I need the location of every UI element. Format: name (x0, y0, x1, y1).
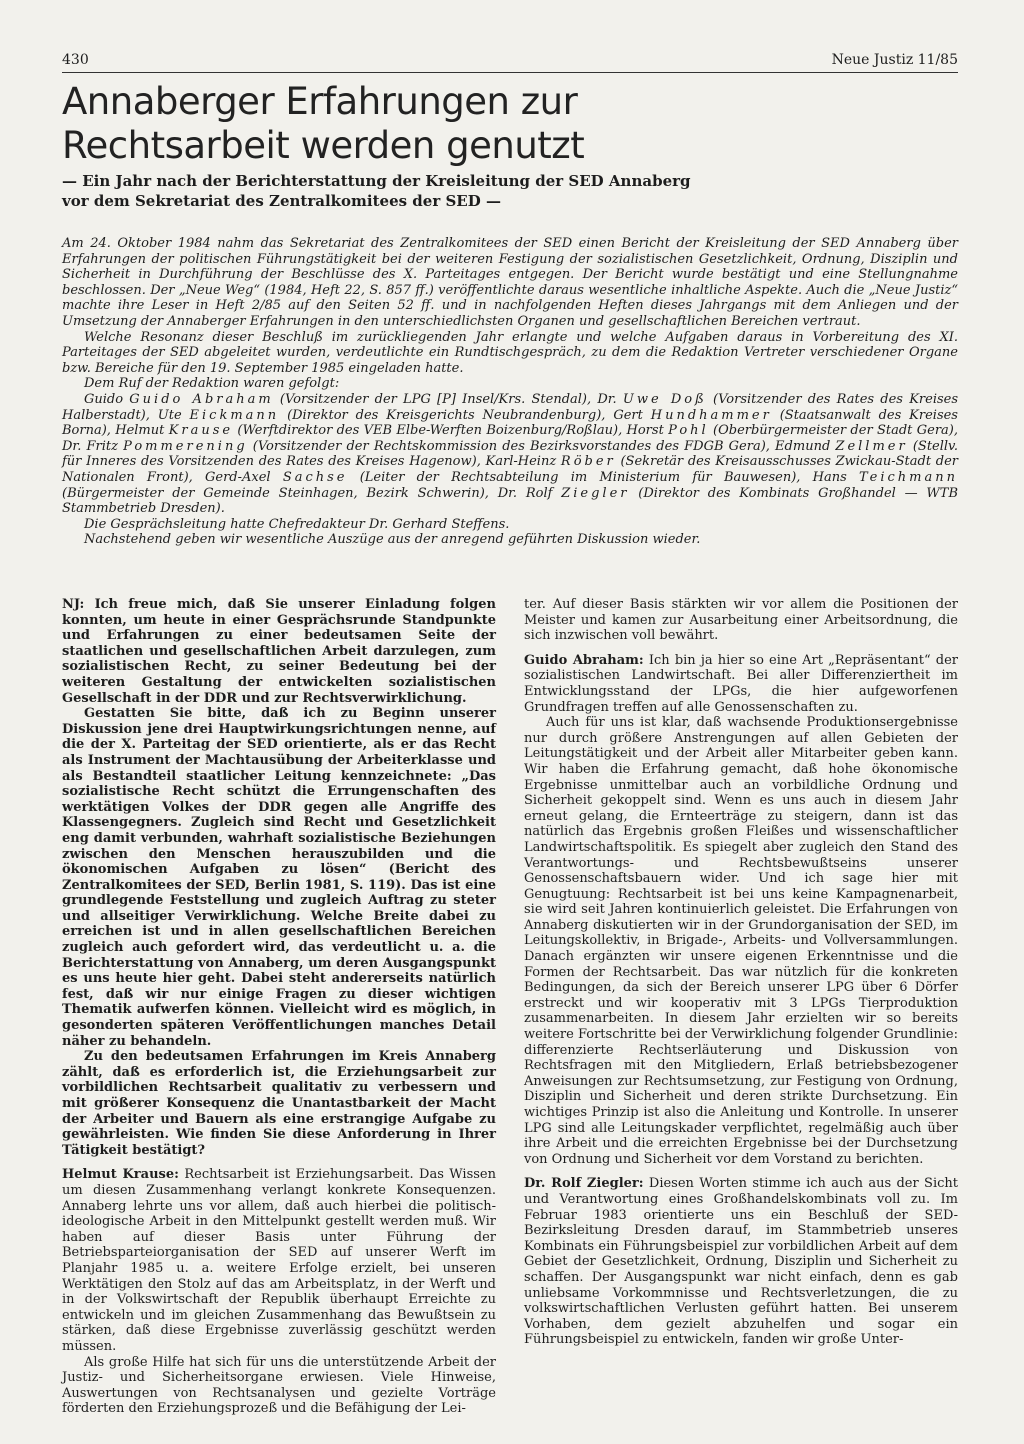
article-intro (62, 236, 958, 548)
intro-paragraph-1: Am 24. Oktober 1984 nahm das Sekretariat des Zentralkomitees der SED einen Bericht der Kreisleitung der SED Annaberg über Erfahrungen der politischen Führungstätigkeit bei der weiteren Festigung der sozialistischen Gesetzlichkeit, Ordnung, Disziplin und Sicherheit in Durchführung der Beschlüsse des X. Parteitages entgegen. Der Bericht wurde bestätigt und eine Stellungnahme beschlossen. Der „Neue Weg“ (1984, Heft 22, S. 857 ff.) veröffentlichte daraus wesentliche inhaltliche Aspekte. Auch die „Neue Justiz“ machte ihre Leser in Heft 2/85 auf den Seiten 52 ff. und in nachfolgenden Heften dieses Jahrgangs mit dem Anliegen und der Umsetzung der Annaberger Erfahrungen in den unterschiedlichsten Organen und gesellschaftlichen Bereichen vertraut. (62, 236, 958, 329)
column-right (524, 597, 958, 1348)
participant-name: Teichmann (859, 469, 958, 485)
journal-issue: Neue Justiz 11/85 (831, 52, 958, 68)
participant-role: (Direktor des Kreisgerichts Neubrandenburg), Gert (279, 407, 651, 423)
intro-paragraph-4: Die Gesprächsleitung hatte Chefredakteur Dr. Gerhard Steffens. (84, 516, 510, 532)
participant-role: (Staatsanwalt des Kreises Borna), Helmut (62, 407, 958, 439)
speaker-nj: NJ: (62, 597, 85, 612)
participant-role: (Vorsitzender der Rechtskommission des Bezirksvorstandes des FDGB Gera), Edmund (247, 438, 836, 454)
krause-paragraph-1: Helmut Krause: Rechtsarbeit ist Erziehungsarbeit. Das Wissen um diesen Zusammenhang verlangt konkrete Konsequenzen. Annaberg lehrte uns vor allem, daß auch hierbei die politisch-ideologische Arbeit in den Mittelpunkt gestellt werden muß. Wir haben auf dieser Basis unter Führung der Betriebsparteiorganisation der SED auf unserer Werft im Planjahr 1985 u. a. weitere Erfolge erzielt, bei unseren Werktätigen den Stolz auf das am Arbeitsplatz, in der Werft und in der Volkswirtschaft der Republik überhaupt Erreichte zu entwickeln und im gleichen Zusammenhang das Bewußtsein zu stärken, daß diese Ergebnisse zuverlässig geschützt werden müssen. (62, 1167, 496, 1354)
participant-name: Eickmann (189, 407, 280, 423)
participant-role: (Sekretär des Kreisausschusses Zwickau-Stadt der Nationalen Front), Gerd-Axel (62, 454, 958, 485)
participant-name: Hundhammer (650, 407, 772, 423)
participant-role: (Vorsitzender der LPG [P] Insel/Krs. Stendal), Dr. (273, 391, 623, 407)
krause-paragraph-2: Als große Hilfe hat sich für uns die unterstützende Arbeit der Justiz- und Sicherheitsorgane erwiesen. Viele Hinweise, Auswertungen von Rechtsanalysen und gezielte Vorträge förderten den Erziehungsprozeß und die Befähigung der Lei- (62, 1354, 496, 1417)
participant-name: Guido Abraham (129, 391, 274, 407)
participant-role: (Stellv. für Inneres des Vorsitzenden des Rates des Kreises Hagenow), Karl-Heinz (62, 438, 958, 470)
participant-name: Uwe Doß (622, 391, 707, 407)
speaker-krause: Helmut Krause: (62, 1167, 179, 1183)
column-left (62, 597, 496, 1417)
participants-lead: Guido (84, 391, 130, 407)
participant-name: Sachse (282, 469, 348, 485)
participant-role: (Vorsitzender des Rates des Kreises Halberstadt), Ute (62, 391, 959, 423)
participant-name: Krause (168, 423, 234, 439)
intro-paragraph-5: Nachstehend geben wir wesentliche Auszüge aus der anregend geführten Diskussion wieder. (84, 532, 701, 548)
participant-name: Ziegler (561, 485, 630, 501)
speaker-ziegler: Dr. Rolf Ziegler: (524, 1176, 644, 1192)
participant-role: (Direktor des Kombinats Großhandel — WTB Stammbetrieb Dresden). (62, 485, 959, 517)
article-title: Annaberger Erfahrungen zur Rechtsarbeit werden genutzt (62, 80, 585, 167)
participant-name: Pommerening (123, 438, 248, 454)
intro-paragraph-2: Welche Resonanz dieser Beschluß im zurückliegenden Jahr erlangte und welche Aufgaben daraus in Vorbereitung des XI. Parteitages der SED abgeleitet wurden, verdeutlichte ein Rundtischgespräch, zu dem die Redaktion Vertreter verschiedener Organe bzw. Bereiche für den 19. September 1985 eingeladen hatte. (62, 329, 958, 376)
abraham-paragraph-1: Guido Abraham: Ich bin ja hier so eine Art „Repräsentant“ der sozialistischen Landwirtschaft. Bei aller Differenziertheit im Entwicklungsstand der LPGs, die hier aufgeworfenen Grundfragen treffen auf alle Genossenschaften zu. (524, 652, 958, 715)
participant-role: (Oberbürgermeister der Stadt Gera), Dr. Fritz (62, 423, 958, 454)
krause-continuation: ter. Auf dieser Basis stärkten wir vor allem die Positionen der Meister und kamen zur Ausarbeitung einer Arbeitsordnung, die sich inzwischen voll bewährt. (524, 597, 958, 644)
participant-name: Zellmer (835, 438, 908, 454)
page-header (62, 50, 958, 73)
participant-name: Pohl (668, 423, 709, 439)
nj-paragraph-3: Zu den bedeutsamen Erfahrungen im Kreis Annaberg zählt, daß es erforderlich ist, die Erziehungsarbeit zur vorbildlichen Rechtsarbeit qualitativ zu verbessern und mit größerer Konsequenz die Unantastbarkeit der Macht der Arbeiter und Bauern als eine erstrangige Aufgabe zu gewährleisten. Wie finden Sie diese Anforderung in Ihrer Tätigkeit bestätigt? (62, 1049, 496, 1158)
participant-role: (Bürgermeister der Gemeinde Steinhagen, Bezirk Schwerin), Dr. Rolf (62, 485, 562, 501)
participant-role: (Werftdirektor des VEB Elbe-Werften Boizenburg/Roßlau), Horst (233, 423, 669, 439)
intro-paragraph-3: Dem Ruf der Redaktion waren gefolgt: (84, 376, 340, 392)
nj-paragraph-1: NJ: Ich freue mich, daß Sie unserer Einladung folgen konnten, um heute in einer Gesprächsrunde Standpunkte und Erfahrungen zu einer bedeutsamen Seite der staatlichen und gesellschaftlichen Arbeit darzulegen, zum sozialistischen Recht, zu seiner Bedeutung bei der weiteren Gestaltung der entwickelten sozialistischen Gesellschaft in der DDR und zur Rechtsverwirklichung. (62, 597, 496, 706)
participant-role: (Leiter der Rechtsabteilung im Ministerium für Bauwesen), Hans (347, 469, 859, 485)
speaker-abraham: Guido Abraham: (524, 652, 644, 668)
participant-name: Röber (560, 454, 616, 470)
page-number: 430 (62, 52, 89, 68)
abraham-paragraph-2: Auch für uns ist klar, daß wachsende Produktionsergebnisse nur durch größere Anstrengungen auf allen Gebieten der Leitungstätigkeit und der Arbeit aller Mitarbeiter geben kann. Wir haben die Erfahrung gemacht, daß hohe ökonomische Ergebnisse unmittelbar auch an vorbildliche Ordnung und Sicherheit gekoppelt sind. Wenn es uns auch in diesem Jahr erneut gelang, die Ernteerträge zu steigern, dann ist das natürlich das Ergebnis großen Fleißes und wissenschaftlicher Landwirtschaftspolitik. Es spiegelt aber zugleich den Stand des Verantwortungs- und Rechtsbewußtseins unserer Genossenschaftsbauern wider. Und ich sage hier mit Genugtuung: Rechtsarbeit ist bei uns keine Kampagnenarbeit, sie wird seit Jahren kontinuierlich geleistet. Die Erfahrungen von Annaberg diskutierten wir in der Grundorganisation der SED, im Leitungskollektiv, in Brigade-, Arbeits- und Vollversammlungen. Danach ergänzten wir unsere eigenen Erkenntnisse und die Formen der Rechtsarbeit. Das war nützlich für die konkreten Bedingungen, da sich der Bereich unserer LPG über 6 Dörfer erstreckt und wir kooperativ mit 3 LPGs Tierproduktion zusammenarbeiten. In diesem Jahr erzielten wir so bereits weitere Fortschritte bei der Verwirklichung folgender Grundlinie: differenzierte Rechtserläuterung und Diskussion von Rechtsfragen mit den Mitgliedern, Erlaß betriebsbezogener Anweisungen zur Rechtsumsetzung, zur Festigung von Ordnung, Disziplin und Sicherheit und deren strikte Durchsetzung. Ein wichtiges Prinzip ist also die Anleitung und Kontrolle. In unserer LPG sind alle Leitungskader verpflichtet, regelmäßig auch über ihre Arbeit und die erreichten Ergebnisse bei der Durchsetzung von Ordnung und Sicherheit vor dem Vorstand zu berichten. (524, 715, 958, 1167)
participants-list (62, 392, 958, 517)
ziegler-paragraph-1: Dr. Rolf Ziegler: Diesen Worten stimme ich auch aus der Sicht und Verantwortung eines Großhandelskombinats voll zu. Im Februar 1983 orientierte uns ein Beschluß der SED-Bezirksleitung Dresden darauf, im Stammbetrieb unseres Kombinats ein Führungsbeispiel zur vorbildlichen Arbeit auf dem Gebiet der Gesetzlichkeit, Ordnung, Disziplin und Sicherheit zu schaffen. Der Ausgangspunkt war nicht einfach, denn es gab unliebsame Vorkommnisse und Rechtsverletzungen, die zu volkswirtschaftlichen Verlusten geführt hatten. Bei unserem Vorhaben, dem gezielt abzuhelfen und sogar ein Führungsbeispiel zu entwickeln, fanden wir große Unter- (524, 1176, 958, 1348)
nj-paragraph-2: Gestatten Sie bitte, daß ich zu Beginn unserer Diskussion jene drei Hauptwirkungsrichtungen nenne, auf die der X. Parteitag der SED orientierte, als er das Recht als Instrument der Machtausübung der Arbeiterklasse und als Bestandteil staatlicher Leitung kennzeichnete: „Das sozialistische Recht schützt die Errungenschaften des werktätigen Volkes der DDR gegen alle Angriffe des Klassengegners. Zugleich sind Recht und Gesetzlichkeit eng damit verbunden, wahrhaft sozialistische Beziehungen zwischen den Menschen herauszubilden und die ökonomischen Aufgaben zu lösen“ (Bericht des Zentralkomitees der SED, Berlin 1981, S. 119). Das ist eine grundlegende Feststellung und zugleich Auftrag zu steter und allseitiger Verwirklichung. Welche Breite dabei zu erreichen ist und in allen gesellschaftlichen Bereichen zugleich auch gefordert wird, das verdeutlicht u. a. die Berichterstattung von Annaberg, um deren Ausgangspunkt es uns heute hier geht. Dabei steht andererseits natürlich fest, daß wir nur einige Fragen zu dieser wichtigen Thematik aufwerfen können. Vielleicht wird es möglich, in gesonderten späteren Veröffentlichungen manches Detail näher zu behandeln. (62, 706, 496, 1049)
participants (62, 392, 958, 516)
article-subtitle: — Ein Jahr nach der Berichterstattung der Kreisleitung der SED Annaberg vor dem Sekretariat des Zentralkomitees der SED — (62, 172, 691, 210)
